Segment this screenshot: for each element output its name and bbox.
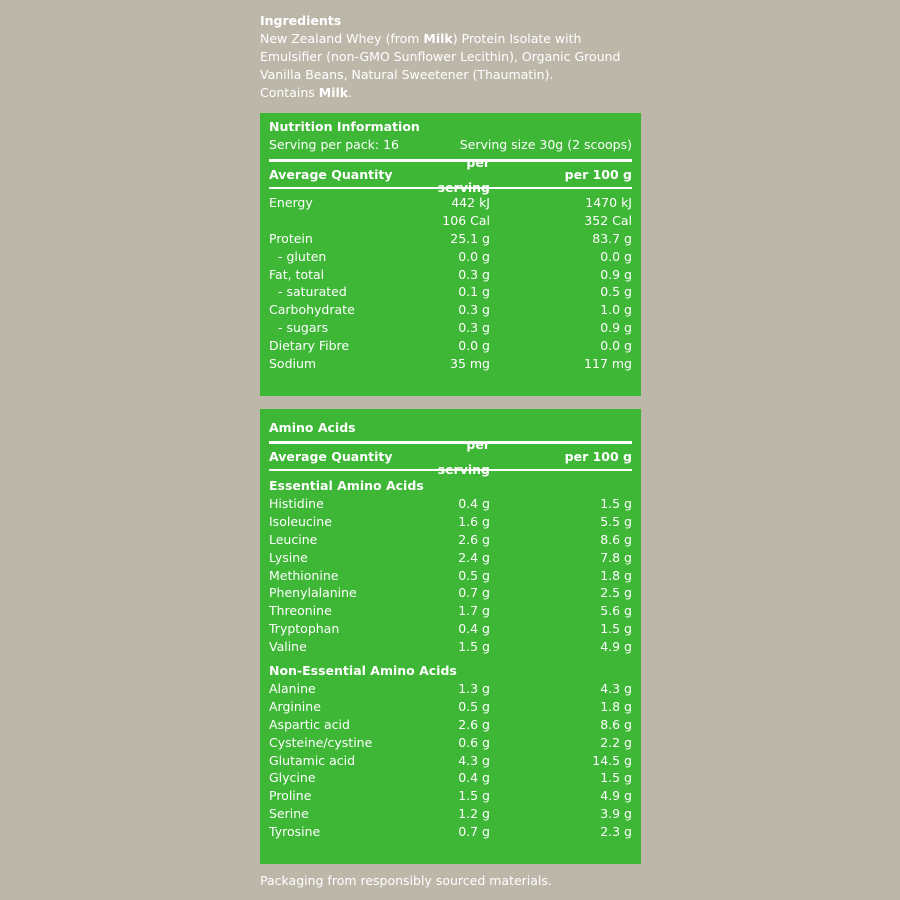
row-per-serving: 0.1 g bbox=[458, 284, 490, 300]
table-row bbox=[269, 638, 632, 656]
table-row bbox=[269, 805, 632, 823]
footer-note: Packaging from responsibly sourced materials. bbox=[260, 873, 552, 888]
table-row bbox=[269, 549, 632, 567]
table-row bbox=[269, 823, 632, 841]
row-per-serving: 0.4 g bbox=[458, 621, 490, 637]
row-per-serving: 1.7 g bbox=[458, 603, 490, 619]
row-per-100g: 4.9 g bbox=[600, 788, 632, 804]
row-per-serving: 0.3 g bbox=[458, 302, 490, 318]
row-per-100g: 1.5 g bbox=[600, 621, 632, 637]
row-label: Tryptophan bbox=[269, 621, 340, 637]
row-per-100g: 1.0 g bbox=[600, 302, 632, 318]
row-label: Proline bbox=[269, 788, 312, 804]
table-row bbox=[269, 602, 632, 620]
row-label: - sugars bbox=[278, 320, 329, 336]
essential-amino-list bbox=[269, 495, 632, 656]
row-per-100g: 83.7 g bbox=[592, 230, 632, 246]
row-per-100g: 3.9 g bbox=[600, 806, 632, 822]
row-per-serving: 0.7 g bbox=[458, 824, 490, 840]
row-per-100g: 0.0 g bbox=[600, 338, 632, 354]
table-row bbox=[269, 194, 632, 212]
allergen-statement: Contains Milk. bbox=[260, 85, 353, 100]
row-per-serving: 0.3 g bbox=[458, 266, 490, 282]
header-per-serving: per serving bbox=[437, 154, 490, 195]
row-per-serving: 0.4 g bbox=[458, 770, 490, 786]
row-label: Histidine bbox=[269, 496, 324, 511]
row-per-100g: 117 mg bbox=[584, 356, 632, 372]
row-per-100g: 14.5 g bbox=[592, 752, 632, 768]
serving-size: Serving size 30g (2 scoops) bbox=[459, 137, 632, 152]
row-per-100g: 1.5 g bbox=[600, 496, 632, 511]
row-label: Isoleucine bbox=[269, 513, 332, 529]
row-label: Cysteine/cystine bbox=[269, 734, 373, 750]
row-per-100g: 8.6 g bbox=[600, 716, 632, 732]
table-row bbox=[269, 531, 632, 549]
row-per-serving: 442 kJ bbox=[451, 195, 490, 210]
table-row bbox=[269, 752, 632, 770]
table-row bbox=[269, 734, 632, 752]
table-row bbox=[269, 513, 632, 531]
row-label: Glycine bbox=[269, 770, 316, 786]
row-label: Methionine bbox=[269, 567, 339, 583]
row-label: Sodium bbox=[269, 356, 317, 372]
row-per-serving: 0.5 g bbox=[458, 567, 490, 583]
row-per-serving: 0.7 g bbox=[458, 585, 490, 601]
row-per-serving: 0.6 g bbox=[458, 734, 490, 750]
header-average-quantity: Average Quantity bbox=[269, 167, 393, 182]
row-per-serving: 2.6 g bbox=[458, 531, 490, 547]
table-row bbox=[269, 283, 632, 301]
row-label: Glutamic acid bbox=[269, 752, 356, 768]
nutrition-title: Nutrition Information bbox=[269, 119, 420, 134]
row-per-100g: 2.3 g bbox=[600, 824, 632, 840]
row-label: Lysine bbox=[269, 549, 308, 565]
row-label: Arginine bbox=[269, 698, 321, 714]
table-row bbox=[269, 620, 632, 638]
row-per-100g: 4.3 g bbox=[600, 681, 632, 697]
amino-table-header bbox=[269, 436, 632, 477]
table-row bbox=[269, 787, 632, 805]
row-label: Phenylalanine bbox=[269, 585, 357, 601]
nonessential-section-title: Non-Essential Amino Acids bbox=[269, 663, 457, 679]
table-row bbox=[269, 567, 632, 585]
row-label: Energy bbox=[269, 195, 313, 210]
row-per-100g: 1.8 g bbox=[600, 698, 632, 714]
row-per-serving: 1.5 g bbox=[458, 639, 490, 655]
row-per-serving: 0.4 g bbox=[458, 496, 490, 511]
table-row bbox=[269, 230, 632, 248]
table-row bbox=[269, 495, 632, 513]
row-per-100g: 2.5 g bbox=[600, 585, 632, 601]
row-label: Tyrosine bbox=[269, 824, 321, 840]
ingredients-block bbox=[260, 12, 645, 102]
row-label: Aspartic acid bbox=[269, 716, 350, 732]
table-row bbox=[269, 319, 632, 337]
row-label: Alanine bbox=[269, 681, 316, 697]
row-per-serving: 0.0 g bbox=[458, 248, 490, 264]
row-per-100g: 4.9 g bbox=[600, 639, 632, 655]
table-row bbox=[269, 584, 632, 602]
ingredients-text: New Zealand Whey (from Milk) Protein Isolate with Emulsifier (non-GMO Sunflower Lecithin), Organic Ground Vanilla Beans, Natural Sweetener (Thaumatin). bbox=[260, 31, 621, 82]
row-per-100g: 352 Cal bbox=[584, 212, 632, 228]
row-per-serving: 1.5 g bbox=[458, 788, 490, 804]
row-per-100g: 1.5 g bbox=[600, 770, 632, 786]
header-per-100g: per 100 g bbox=[564, 449, 632, 464]
row-per-100g: 1470 kJ bbox=[585, 195, 632, 210]
table-row bbox=[269, 248, 632, 266]
table-row bbox=[269, 337, 632, 355]
table-row bbox=[269, 301, 632, 319]
row-label: Leucine bbox=[269, 531, 318, 547]
nutrition-table-header bbox=[269, 154, 632, 195]
row-per-100g: 1.8 g bbox=[600, 567, 632, 583]
row-label: - gluten bbox=[278, 248, 327, 264]
table-row bbox=[269, 212, 632, 230]
table-row bbox=[269, 716, 632, 734]
row-per-100g: 7.8 g bbox=[600, 549, 632, 565]
table-row bbox=[269, 266, 632, 284]
row-label: Serine bbox=[269, 806, 309, 822]
row-label: Dietary Fibre bbox=[269, 338, 350, 354]
row-per-100g: 0.0 g bbox=[600, 248, 632, 264]
row-per-serving: 1.2 g bbox=[458, 806, 490, 822]
header-per-100g: per 100 g bbox=[564, 167, 632, 182]
row-per-serving: 25.1 g bbox=[450, 230, 490, 246]
row-per-serving: 35 mg bbox=[450, 356, 490, 372]
servings-per-pack: Serving per pack: 16 bbox=[269, 137, 399, 152]
row-label: Threonine bbox=[269, 603, 332, 619]
header-average-quantity: Average Quantity bbox=[269, 449, 393, 464]
nutrition-table-body bbox=[269, 194, 632, 373]
row-per-100g: 5.6 g bbox=[600, 603, 632, 619]
row-per-100g: 0.5 g bbox=[600, 284, 632, 300]
row-per-100g: 5.5 g bbox=[600, 513, 632, 529]
row-per-serving: 1.6 g bbox=[458, 513, 490, 529]
row-per-100g: 0.9 g bbox=[600, 266, 632, 282]
table-row bbox=[269, 355, 632, 373]
row-per-100g: 0.9 g bbox=[600, 320, 632, 336]
row-per-serving: 0.3 g bbox=[458, 320, 490, 336]
row-label: Protein bbox=[269, 230, 313, 246]
row-per-serving: 1.3 g bbox=[458, 681, 490, 697]
ingredients-heading: Ingredients bbox=[260, 13, 342, 28]
row-label: - saturated bbox=[278, 284, 347, 300]
amino-title: Amino Acids bbox=[269, 420, 356, 435]
row-label: Valine bbox=[269, 639, 307, 655]
row-per-serving: 0.0 g bbox=[458, 338, 490, 354]
row-per-serving: 2.4 g bbox=[458, 549, 490, 565]
table-row bbox=[269, 698, 632, 716]
row-per-serving: 4.3 g bbox=[458, 752, 490, 768]
row-label: Carbohydrate bbox=[269, 302, 355, 318]
table-row bbox=[269, 769, 632, 787]
row-per-100g: 2.2 g bbox=[600, 734, 632, 750]
nutrition-information-panel bbox=[260, 113, 641, 396]
table-row bbox=[269, 680, 632, 698]
essential-section-title: Essential Amino Acids bbox=[269, 478, 424, 493]
row-per-serving: 2.6 g bbox=[458, 716, 490, 732]
row-per-100g: 8.6 g bbox=[600, 531, 632, 547]
row-label: Fat, total bbox=[269, 266, 325, 282]
nonessential-amino-list bbox=[269, 680, 632, 841]
header-per-serving: per serving bbox=[437, 436, 490, 477]
row-per-serving: 106 Cal bbox=[442, 212, 490, 228]
row-per-serving: 0.5 g bbox=[458, 698, 490, 714]
amino-acids-panel bbox=[260, 409, 641, 864]
